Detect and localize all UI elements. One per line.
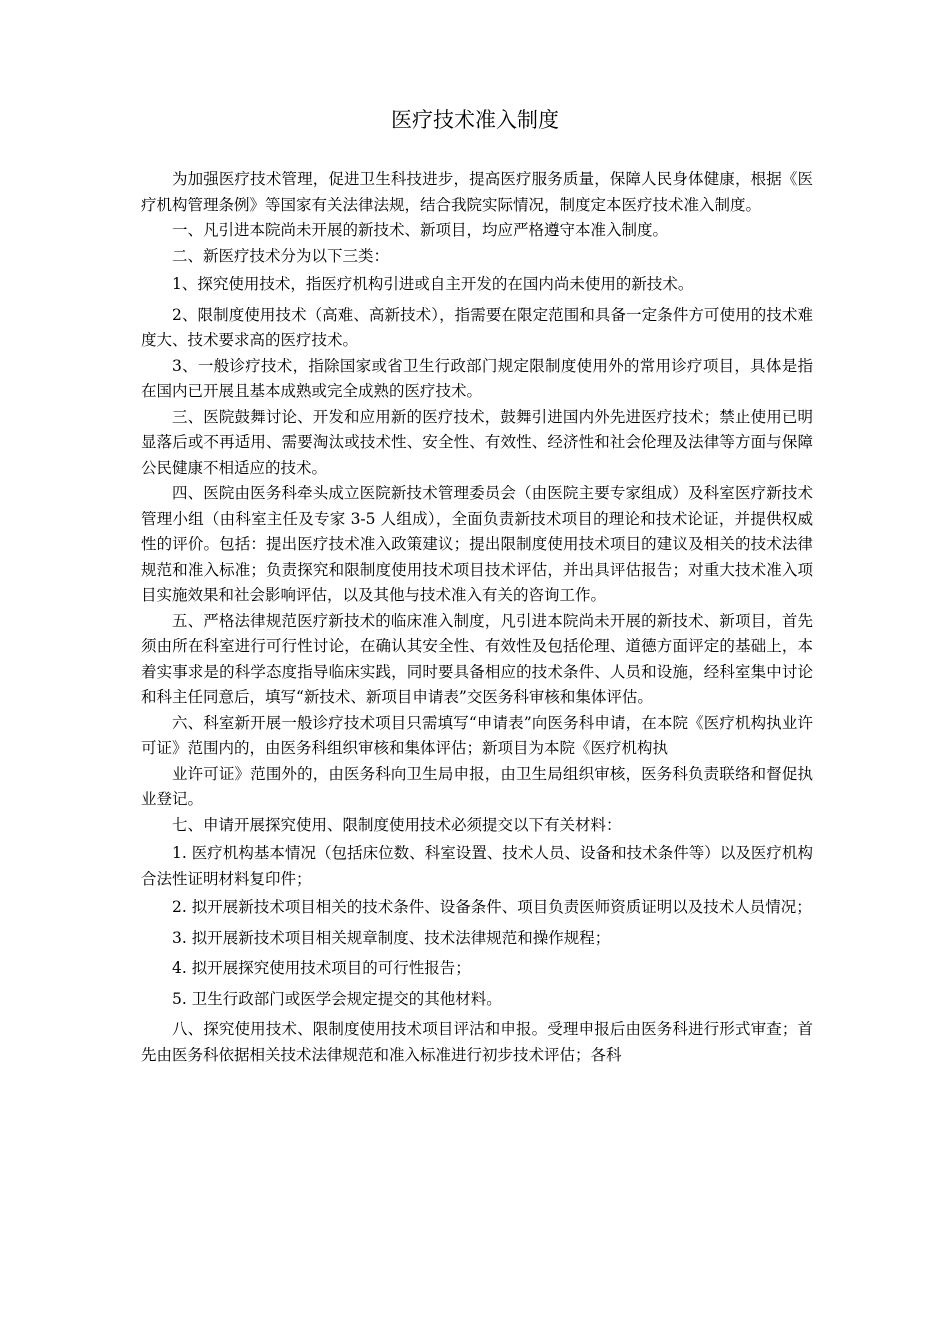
paragraph-material-4: 4. 拟开展探究使用技术项目的可行性报告； [172,959,471,977]
paragraph-section-6: 六、科室新开展一般诊疗技术项目只需填写“申请表”向医务科申请，在本院《医疗机构执业许可证》范围内的，由医务科组织审核和集体评估；新项目为本院《医疗机构执 [141,713,813,757]
paragraph-section-8: 八、探究使用技术、限制度使用技术项目评沽和申报。受理申报后由医务科进行形式审查；首先由医务科依据相关技术法律规范和准入标准进行初步技术评估；各科 [141,1020,813,1064]
paragraph-section-2: 二、新医疗技术分为以下三类： [172,246,390,265]
paragraph-section-4: 四、医院由医务科牵头成立医院新技术管理委员会（由医院主要专家组成）及科室医疗新技术管理小组（由科室主任及专家 3-5 人组成），全面负责新技术项目的理论和技术论证，并提供权威性的评价。包括：提出医疗技术准入政策建议；提出限制度使用技术项目的建议及相关的技术法律规范和准入标准；负责探究和限制度使用技术项目技术评估，并出具评估报告；对重大技术准入项目实施效果和社会影响评估，以及其他与技术准入有关的咨询工作。 [141,484,813,604]
document-body [141,167,813,1068]
paragraph-intro: 为加强医疗技术管理，促进卫生科技进步，提高医疗服务质量，保障人民身体健康，根据《医疗机构管理条例》等国家有关法律法规，结合我院实际情况，制度定本医疗技术准入制度。 [141,170,813,214]
document-title: 医疗技术准入制度 [391,108,559,132]
paragraph-material-5: 5. 卫生行政部门或医学会规定提交的其他材料。 [172,989,502,1008]
paragraph-item-1: 1、探究使用技术，指医疗机构引进或自主开发的在国内尚未使用的新技术。 [172,275,694,293]
paragraph-section-7: 七、申请开展探究使用、限制度使用技术必须提交以下有关材料： [172,815,622,834]
paragraph-item-3: 3、一般诊疗技术，指除国家或省卫生行政部门规定限制度使用外的常用诊疗项目，具体是指在国内已开展且基本成熟或完全成熟的医疗技术。 [141,356,813,400]
paragraph-material-2: 2. 拟开展新技术项目相关的技术条件、设备条件、项目负责医师资质证明以及技术人员情况； [172,898,812,916]
paragraph-material-3: 3. 拟开展新技术项目相关规章制度、技术法律规范和操作规程； [172,928,611,947]
paragraph-section-3: 三、医院鼓舞讨论、开发和应用新的医疗技术，鼓舞引进国内外先进医疗技术；禁止使用已明显落后或不再适用、需要淘汰或技术性、安全性、有效性、经济性和社会伦理及法律等方面与保障公民健康不相适应的技术。 [141,407,813,477]
paragraph-item-2: 2、限制度使用技术（高难、高新技术），指需要在限定范围和具备一定条件方可使用的技术难度大、技术要求高的医疗技术。 [141,305,813,349]
paragraph-section-1: 一、凡引进本院尚未开展的新技术、新项目，均应严格遵守本准入制度。 [172,221,669,239]
paragraph-section-5: 五、严格法律规范医疗新技术的临床准入制度，凡引进本院尚未开展的新技术、新项目，首先须由所在科室进行可行性讨论，在确认其安全性、有效性及包括伦理、道德方面评定的基础上，本着实事求是的科学态度指导临床实践，同时要具备相应的技术条件、人员和设施，经科室集中讨论和科主任同意后，填写“新技术、新项目申请表”交医务科审核和集体评估。 [141,611,813,706]
paragraph-material-1: 1. 医疗机构基本情况（包括床位数、科室设置、技术人员、设备和技术条件等）以及医疗机构合法性证明材料复印件； [141,844,813,888]
paragraph-section-6-cont: 业许可证》范围外的，由医务科向卫生局申报，由卫生局组织审核，医务科负责联络和督促执业登记。 [141,764,813,808]
